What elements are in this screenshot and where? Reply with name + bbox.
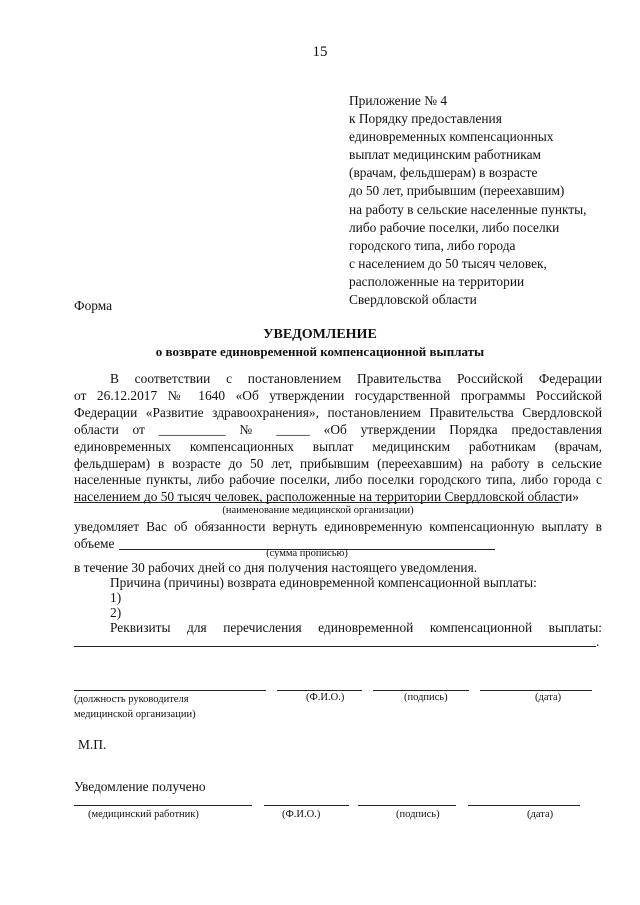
received-date-caption: (дата) (527, 809, 554, 820)
sign-line (373, 690, 469, 691)
paragraph-line: Федерации «Развитие здравоохранения», постановлением Правительства Свердловской (74, 404, 602, 420)
received-fio-line (264, 805, 349, 806)
org-name-caption: (наименование медицинской организации) (222, 505, 414, 516)
fio-caption: (Ф.И.О.) (306, 692, 345, 703)
date-line (480, 690, 592, 691)
requisites-end: . (596, 634, 600, 649)
requisites-label: Реквизиты для перечисления единовременной компенсационной выплаты: (110, 620, 602, 635)
volume-label: объеме (74, 536, 115, 551)
annex-line: выплат медицинским работникам (349, 147, 541, 163)
fio-line (277, 690, 362, 691)
position-caption-line: медицинской организации) (74, 709, 196, 720)
received-fio-caption: (Ф.И.О.) (282, 809, 321, 820)
worker-caption: (медицинский работник) (88, 809, 199, 820)
annex-line: либо рабочие поселки, либо поселки (349, 219, 560, 235)
received-label: Уведомление получено (74, 779, 206, 794)
annex-line: на работу в сельские населенные пункты, (349, 201, 587, 217)
received-date-line (468, 805, 580, 806)
page-number: 15 (312, 44, 328, 60)
document-subtitle: о возврате единовременной компенсационной выплаты (155, 344, 485, 359)
paragraph-line: области от __________ № _____ «Об утверждении Порядка предоставления (74, 421, 602, 437)
paragraph-line: В соответствии с постановлением Правительства Российской Федерации (110, 371, 602, 386)
requisites-line (74, 646, 596, 647)
deadline-text: в течение 30 рабочих дней со дня получения настоящего уведомления. (74, 560, 478, 575)
annex-line: городского типа, либо города (349, 237, 516, 253)
paragraph-line: от 26.12.2017 № 1640 «Об утверждении государственной программы Российской (74, 387, 602, 403)
document-title: УВЕДОМЛЕНИЕ (263, 327, 377, 342)
position-caption (74, 692, 196, 722)
reason-item: 2) (110, 605, 122, 620)
stamp-label: М.П. (78, 737, 107, 752)
intro-paragraph (74, 371, 602, 506)
sign-caption: (подпись) (404, 692, 448, 703)
position-caption-line: (должность руководителя (74, 694, 189, 705)
org-name-line (74, 502, 562, 503)
reason-item: 1) (110, 590, 122, 605)
paragraph-line: фельдшерам) в возрасте до 50 лет, прибывшим (переехавшим) на работу в сельские (74, 455, 602, 471)
received-sign-line (358, 805, 456, 806)
annex-line: до 50 лет, прибывшим (переехавшим) (349, 183, 565, 199)
annex-line: с населением до 50 тысяч человек, (349, 255, 547, 271)
paragraph-line: населенные пункты, либо рабочие поселки, либо поселки городского типа, либо города с (74, 472, 602, 488)
form-label: Форма (74, 298, 113, 313)
received-sign-caption: (подпись) (396, 809, 440, 820)
sum-caption: (сумма прописью) (266, 548, 348, 559)
date-caption: (дата) (535, 692, 562, 703)
annex-line: единовременных компенсационных (349, 129, 554, 145)
annex-line: расположенные на территории (349, 273, 525, 289)
annex-line: (врачам, фельдшерам) в возрасте (349, 165, 538, 181)
annex-line: к Порядку предоставления (349, 111, 502, 127)
notify-line: уведомляет Вас об обязанности вернуть единовременную компенсационную выплату в (74, 519, 602, 534)
annex-line: Приложение № 4 (349, 93, 448, 108)
paragraph-line: единовременных компенсационных выплат медицинским работникам (врачам, (74, 438, 602, 454)
annex-line: Свердловской области (349, 292, 477, 308)
reasons-label: Причина (причины) возврата единовременной компенсационной выплаты: (110, 575, 537, 590)
position-line (74, 690, 266, 691)
worker-line (74, 805, 252, 806)
paragraph-line: населением до 50 тысяч человек, расположенные на территории Свердловской области» (74, 489, 579, 505)
annex-block (349, 92, 587, 309)
